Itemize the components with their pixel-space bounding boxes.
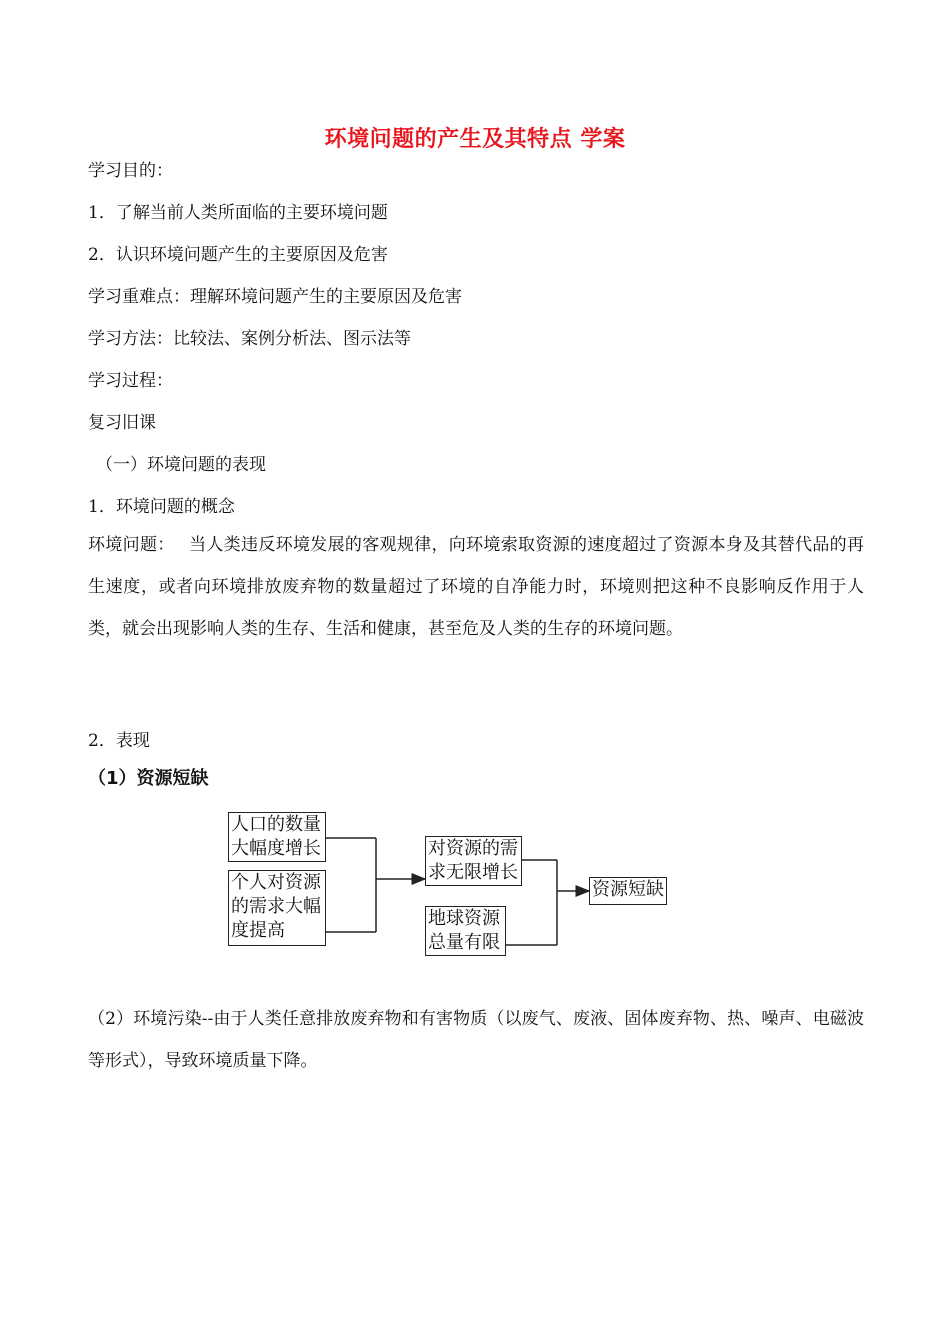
node-population-growth: 人口的数量大幅度增长	[228, 812, 326, 862]
node-individual-demand: 个人对资源的需求大幅度提高	[228, 870, 326, 946]
section-heading: （一）环境问题的表现	[96, 455, 266, 475]
node-resource-demand: 对资源的需求无限增长	[425, 836, 522, 886]
resource-shortage-heading: （1）资源短缺	[88, 768, 209, 789]
key-points: 学习重难点：理解环境问题产生的主要原因及危害	[88, 287, 462, 307]
methods: 学习方法：比较法、案例分析法、图示法等	[88, 329, 411, 349]
goal-item-1: 1．了解当前人类所面临的主要环境问题	[88, 203, 388, 223]
goal-item-2: 2．认识环境问题产生的主要原因及危害	[88, 245, 388, 265]
concept-paragraph: 环境问题： 当人类违反环境发展的客观规律，向环境索取资源的速度超过了资源本身及其替代品的再生速度，或者向环境排放废弃物的数量超过了环境的自净能力时，环境则把这种不良影响反作用于人类，就会出现影响人类的生存、生活和健康，甚至危及人类的生存的环境问题。	[88, 535, 864, 639]
manifest-heading: 2．表现	[88, 731, 150, 751]
page-title: 环境问题的产生及其特点 学案	[324, 127, 626, 152]
node-earth-limited: 地球资源总量有限	[425, 906, 506, 956]
review-heading: 复习旧课	[88, 413, 156, 433]
node-resource-shortage: 资源短缺	[589, 877, 667, 905]
concept-heading: 1．环境问题的概念	[88, 497, 235, 517]
goal-heading: 学习目的：	[88, 161, 173, 181]
process-heading: 学习过程：	[88, 371, 173, 391]
pollution-paragraph: （2）环境污染--由于人类任意排放废弃物和有害物质（以废气、废液、固体废弃物、热、噪声、电磁波等形式），导致环境质量下降。	[88, 1009, 864, 1071]
